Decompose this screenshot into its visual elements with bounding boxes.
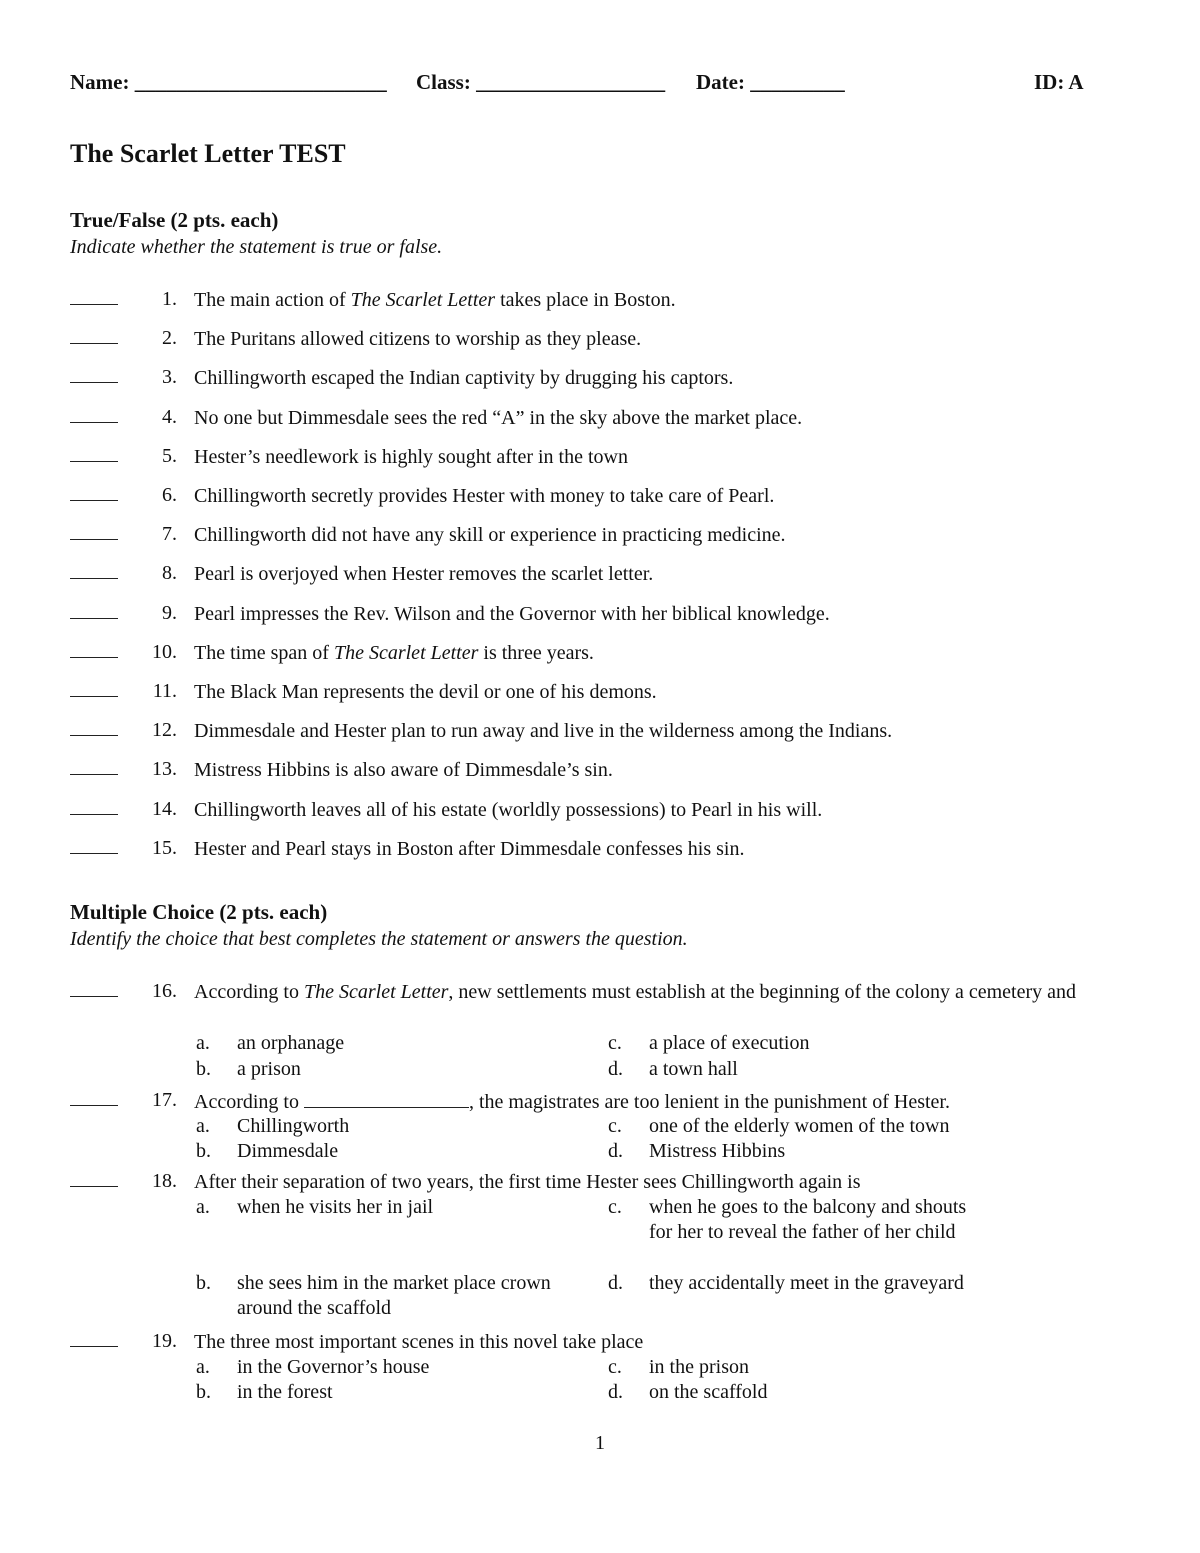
question-text: Pearl impresses the Rev. Wilson and the Governor with her biblical knowledge. [194, 603, 830, 625]
question-number: 11. [152, 680, 177, 702]
question-text: According to , the magistrates are too lenient in the punishment of Hester. [194, 1091, 950, 1113]
answer-blank[interactable] [70, 1186, 118, 1187]
question-number: 17. [152, 1089, 177, 1111]
question-text: The Puritans allowed citizens to worship as they please. [194, 328, 642, 350]
question-text: Hester and Pearl stays in Boston after Dimmesdale confesses his sin. [194, 838, 745, 860]
question-number: 13. [152, 758, 177, 780]
question-text: The time span of The Scarlet Letter is three years. [194, 642, 594, 664]
question-number: 4. [162, 406, 177, 428]
answer-blank[interactable] [70, 814, 118, 815]
question-number: 6. [162, 484, 177, 506]
answer-blank[interactable] [70, 382, 118, 383]
question-number: 5. [162, 445, 177, 467]
question-text: No one but Dimmesdale sees the red “A” in the sky above the market place. [194, 407, 803, 429]
answer-blank[interactable] [70, 774, 118, 775]
question-number: 7. [162, 523, 177, 545]
test-page: Name: ________________________ Class: __________________ Date: _________ ID: A The Scarlet Letter TEST True/False (2 pts. each) Indicate whether the statement is true or false. 1. The main action of The Scarlet Letter takes place in Boston. 2. The Puritans allowed citizens to worship as they please. 3. Chillingworth escaped the Indian captivity by drugging his captors. 4. No one but Dimmesdale sees the red “A” in the sky above the market place. 5. Hester’s needlework is highly sought after in the town 6. Chillingworth secretly provides Hester with money to take care of Pearl. 7. Chillingworth did not have any skill or experience in practicing medicine. 8. Pearl is overjoyed when Hester removes the scarlet letter. 9. Pearl impresses the Rev. Wilson and the Governor with her biblical knowledge. 10. The time span of The Scarlet Letter is three years. 11. The Black Man represents the devil or one of his demons. 12. Dimmesdale and Hester plan to run away and live in the wilderness among the Indians. 13. Mistress Hibbins is also aware of Dimmesdale’s sin. 14. Chillingworth leaves all of his estate (worldly possessions) to Pearl in his will. 15. Hester and Pearl stays in Boston after Dimmesdale confesses his sin. Multiple Choice (2 pts. each) Identify the choice that best completes the statement or answers the question. 16. According to The Scarlet Letter, new settlements must establish at the beginning of the colony a cemetery and a. an orphanage c. a place of execution b. a prison d. a town hall 17. According to , the magistrates are too lenient in the punishment of Hester. a. Chillingworth c. one of the elderly women of the town b. Dimmesdale d. Mistress Hibbins 18. After their separation of two years, the first time Hester sees Chillingworth again is a. when he visits her in jail c. when he goes to the balcony and shouts for her to reveal the father of her child b. she sees him in the market place crown around the scaffold d. they accidentally meet in the graveyard 19. The three most important scenes in this novel take place a. in the Governor’s house c. in the prison b. in the forest d. on the scaffold 1 [0, 0, 1200, 1553]
question-text: The main action of The Scarlet Letter takes place in Boston. [194, 289, 676, 311]
answer-blank[interactable] [70, 500, 118, 501]
answer-blank[interactable] [70, 461, 118, 462]
answer-blank[interactable] [70, 1105, 118, 1106]
question-text: After their separation of two years, the first time Hester sees Chillingworth again is [194, 1171, 861, 1193]
question-number: 18. [152, 1170, 177, 1192]
question-text: Chillingworth escaped the Indian captivity by drugging his captors. [194, 367, 734, 389]
class-field[interactable]: Class: __________________ [416, 70, 666, 94]
answer-blank[interactable] [70, 422, 118, 423]
answer-blank[interactable] [70, 696, 118, 697]
id-label: ID: A [1034, 70, 1084, 94]
answer-blank[interactable] [70, 735, 118, 736]
question-number: 8. [162, 562, 177, 584]
answer-blank[interactable] [70, 657, 118, 658]
question-number: 3. [162, 366, 177, 388]
question-text: Pearl is overjoyed when Hester removes the scarlet letter. [194, 563, 654, 585]
multiple-choice-heading: Multiple Choice (2 pts. each) [70, 900, 328, 924]
answer-blank[interactable] [70, 618, 118, 619]
answer-blank[interactable] [70, 304, 118, 305]
answer-blank[interactable] [70, 853, 118, 854]
answer-blank[interactable] [70, 578, 118, 579]
question-number: 14. [152, 798, 177, 820]
question-number: 1. [162, 288, 177, 310]
question-text: The three most important scenes in this novel take place [194, 1331, 644, 1353]
name-field[interactable]: Name: ________________________ [70, 70, 387, 94]
answer-blank[interactable] [70, 1346, 118, 1347]
question-text: According to The Scarlet Letter, new settlements must establish at the beginning of the colony a cemetery and [194, 981, 1077, 1003]
answer-blank[interactable] [70, 996, 118, 997]
question-number: 2. [162, 327, 177, 349]
question-number: 19. [152, 1330, 177, 1352]
question-text: Chillingworth leaves all of his estate (worldly possessions) to Pearl in his will. [194, 799, 823, 821]
header-row [70, 70, 1094, 100]
question-number: 10. [152, 641, 177, 663]
question-text: The Black Man represents the devil or one of his demons. [194, 681, 657, 703]
question-text: Chillingworth secretly provides Hester with money to take care of Pearl. [194, 485, 775, 507]
page-title: The Scarlet Letter TEST [70, 139, 346, 168]
date-field[interactable]: Date: _________ [696, 70, 845, 94]
page-number: 1 [595, 1432, 605, 1454]
question-text: Chillingworth did not have any skill or experience in practicing medicine. [194, 524, 786, 546]
fill-in-blank[interactable] [304, 1089, 469, 1108]
true-false-heading: True/False (2 pts. each) [70, 208, 279, 232]
multiple-choice-instruction: Identify the choice that best completes the statement or answers the question. [70, 928, 688, 950]
question-text: Mistress Hibbins is also aware of Dimmesdale’s sin. [194, 759, 613, 781]
question-text: Hester’s needlework is highly sought after in the town [194, 446, 628, 468]
question-number: 12. [152, 719, 177, 741]
question-number: 15. [152, 837, 177, 859]
answer-blank[interactable] [70, 343, 118, 344]
answer-blank[interactable] [70, 539, 118, 540]
question-number: 16. [152, 980, 177, 1002]
true-false-instruction: Indicate whether the statement is true or false. [70, 236, 443, 258]
question-number: 9. [162, 602, 177, 624]
question-text: Dimmesdale and Hester plan to run away and live in the wilderness among the Indians. [194, 720, 893, 742]
